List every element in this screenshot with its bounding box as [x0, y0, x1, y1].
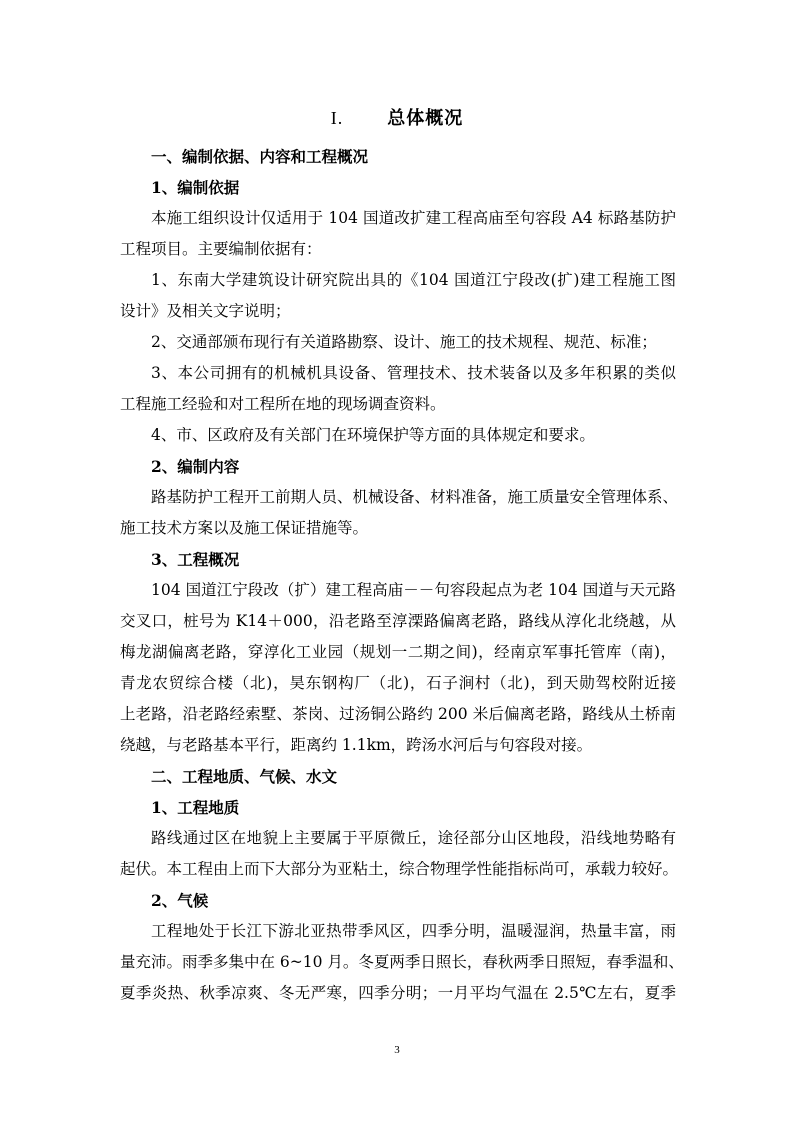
text-line: 104 国道江宁段改（扩）建工程高庙－－句容段起点为老 104 国道与天元路	[151, 581, 676, 599]
text-line: 交叉口，桩号为 K14＋000，沿老路至淳溧路偏离老路，路线从淳化北绕越，从	[120, 612, 676, 630]
subsection-heading-basis: 1、编制依据	[151, 178, 240, 197]
text-line: 本施工组织设计仅适用于 104 国道改扩建工程高庙至句容段 A4 标路基防护	[151, 209, 676, 227]
text-line: 夏季炎热、秋季凉爽、冬无严寒，四季分明；一月平均气温在 2.5℃左右，夏季	[120, 984, 676, 1002]
list-item-basis-2	[120, 327, 676, 358]
document-body	[120, 141, 684, 1009]
paragraph-climate	[120, 916, 684, 1009]
paragraph-overview	[120, 575, 676, 761]
text-line: 1、东南大学建筑设计研究院出具的《104 国道江宁段改(扩)建工程施工图	[151, 271, 676, 289]
section-heading-2: 二、工程地质、气候、水文	[151, 767, 338, 786]
paragraph-content	[120, 482, 679, 544]
list-item-basis-3	[120, 358, 676, 420]
title-number: I.	[330, 108, 344, 128]
title-text: 总体概况	[387, 108, 464, 129]
section-heading-1: 一、编制依据、内容和工程概况	[151, 147, 369, 166]
subsection-heading-content: 2、编制内容	[151, 457, 240, 476]
page-title	[0, 104, 794, 130]
text-line: 4、市、区政府及有关部门在环境保护等方面的具体规定和要求。	[151, 426, 595, 444]
text-line: 3、本公司拥有的机械机具设备、管理技术、技术装备以及多年积累的类似	[151, 364, 676, 382]
page-number: 3	[394, 1044, 400, 1056]
list-item-basis-4	[120, 420, 676, 451]
text-line: 工程项目。主要编制依据有：	[120, 240, 322, 258]
text-line: 设计》及相关文字说明；	[120, 302, 291, 320]
text-line: 青龙农贸综合楼（北)，昊东钢构厂（北)，石子涧村（北)，到天勋驾校附近接	[120, 674, 676, 692]
subsection-heading-geology: 1、工程地质	[151, 798, 240, 817]
list-item-basis-1	[120, 265, 676, 327]
text-line: 路基防护工程开工前期人员、机械设备、材料准备，施工质量安全管理体系、	[151, 488, 679, 506]
text-line: 路线通过区在地貌上主要属于平原微丘，途径部分山区地段，沿线地势略有	[151, 829, 676, 847]
text-line: 施工技术方案以及施工保证措施等。	[120, 519, 369, 537]
text-line: 2、交通部颁布现行有关道路勘察、设计、施工的技术规程、规范、标准；	[151, 333, 657, 351]
subsection-heading-climate: 2、气候	[151, 891, 209, 910]
text-line: 量充沛。雨季多集中在 6~10 月。冬夏两季日照长，春秋两季日照短，春季温和、	[120, 953, 684, 971]
text-line: 工程地处于长江下游北亚热带季风区，四季分明，温暖湿润，热量丰富，雨	[151, 922, 676, 940]
text-line: 上老路，沿老路经索墅、茶岗、过汤铜公路约 200 米后偏离老路，路线从土桥南	[120, 705, 676, 723]
paragraph-geology	[120, 823, 679, 885]
subsection-heading-overview: 3、工程概况	[151, 550, 240, 569]
text-line: 工程施工经验和对工程所在地的现场调查资料。	[120, 395, 446, 413]
text-line: 绕越，与老路基本平行，距离约 1.1km，跨汤水河后与句容段对接。	[120, 736, 593, 754]
text-line: 起伏。本工程由上而下大部分为亚粘土，综合物理学性能指标尚可，承载力较好。	[120, 860, 679, 878]
paragraph-basis-intro	[120, 203, 676, 265]
text-line: 梅龙湖偏离老路，穿淳化工业园（规划一二期之间)，经南京军事托管库（南)，	[120, 643, 676, 661]
